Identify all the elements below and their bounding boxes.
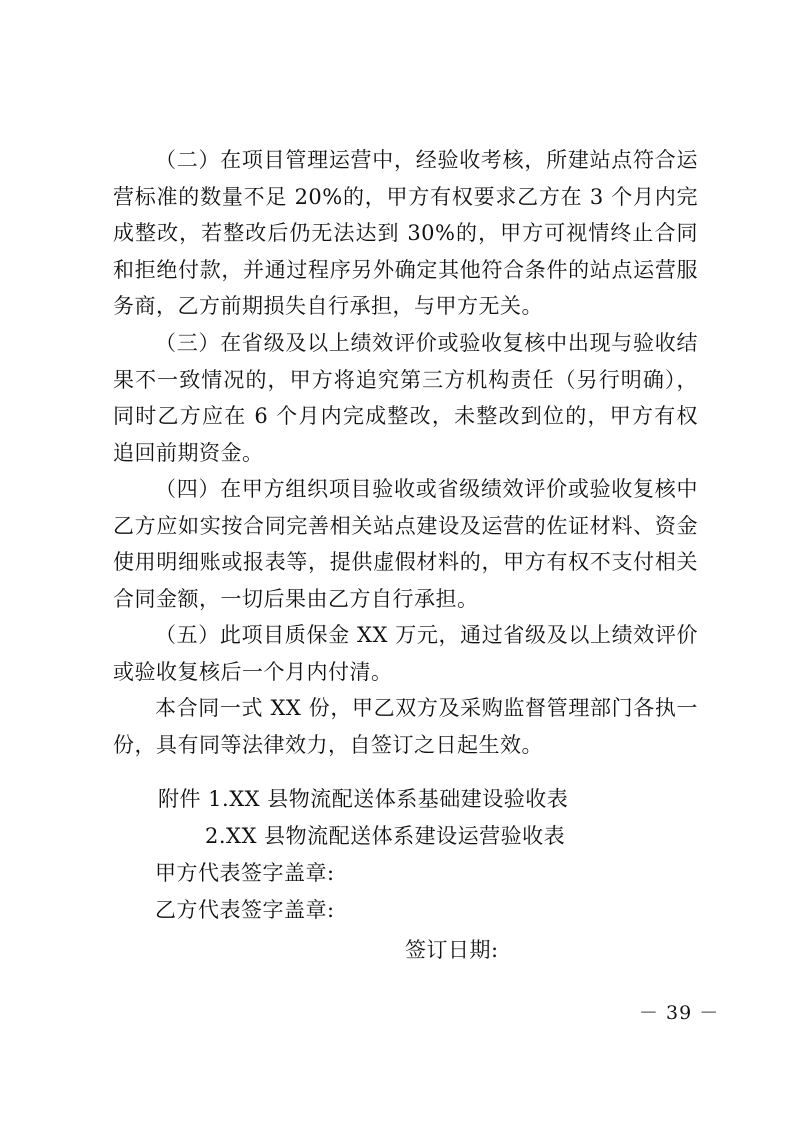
page-number: － 39 － xyxy=(639,1002,720,1024)
attachment-line-2: 2.XX 县物流配送体系建设运营验收表 xyxy=(205,824,566,848)
party-b-signature-label: 乙方代表签字盖章: xyxy=(155,898,335,922)
signing-date-label: 签订日期: xyxy=(405,938,499,962)
attachment-line-1: 附件 1.XX 县物流配送体系基础建设验收表 xyxy=(158,787,569,811)
clause-two-paragraph: （二）在项目管理运营中，经验收考核，所建站点符合运营标准的数量不足 20%的，甲方有权要求乙方在 3 个月内完成整改，若整改后仍无法达到 30%的，甲方可视情终止合同和拒绝付款，并通过程序另外确定其他符合条件的站点运营服务商，乙方前期损失自行承担，与甲方无关。 xyxy=(113,148,698,319)
clause-five-paragraph: （五）此项目质保金 XX 万元，通过省级及以上绩效评价或验收复核后一个月内付清。 xyxy=(113,623,698,684)
clause-four-paragraph: （四）在甲方组织项目验收或省级绩效评价或验收复核中乙方应如实按合同完善相关站点建设及运营的佐证材料、资金使用明细账或报表等，提供虚假材料的，甲方有权不支付相关合同金额，一切后果由乙方自行承担。 xyxy=(113,477,698,611)
party-a-signature-label: 甲方代表签字盖章: xyxy=(155,861,335,885)
contract-copies-paragraph: 本合同一式 XX 份，甲乙双方及采购监督管理部门各执一份，具有同等法律效力，自签订之日起生效。 xyxy=(113,696,698,757)
clause-three-paragraph: （三）在省级及以上绩效评价或验收复核中出现与验收结果不一致情况的，甲方将追究第三方机构责任（另行明确），同时乙方应在 6 个月内完成整改，未整改到位的，甲方有权追回前期资金。 xyxy=(113,331,698,465)
